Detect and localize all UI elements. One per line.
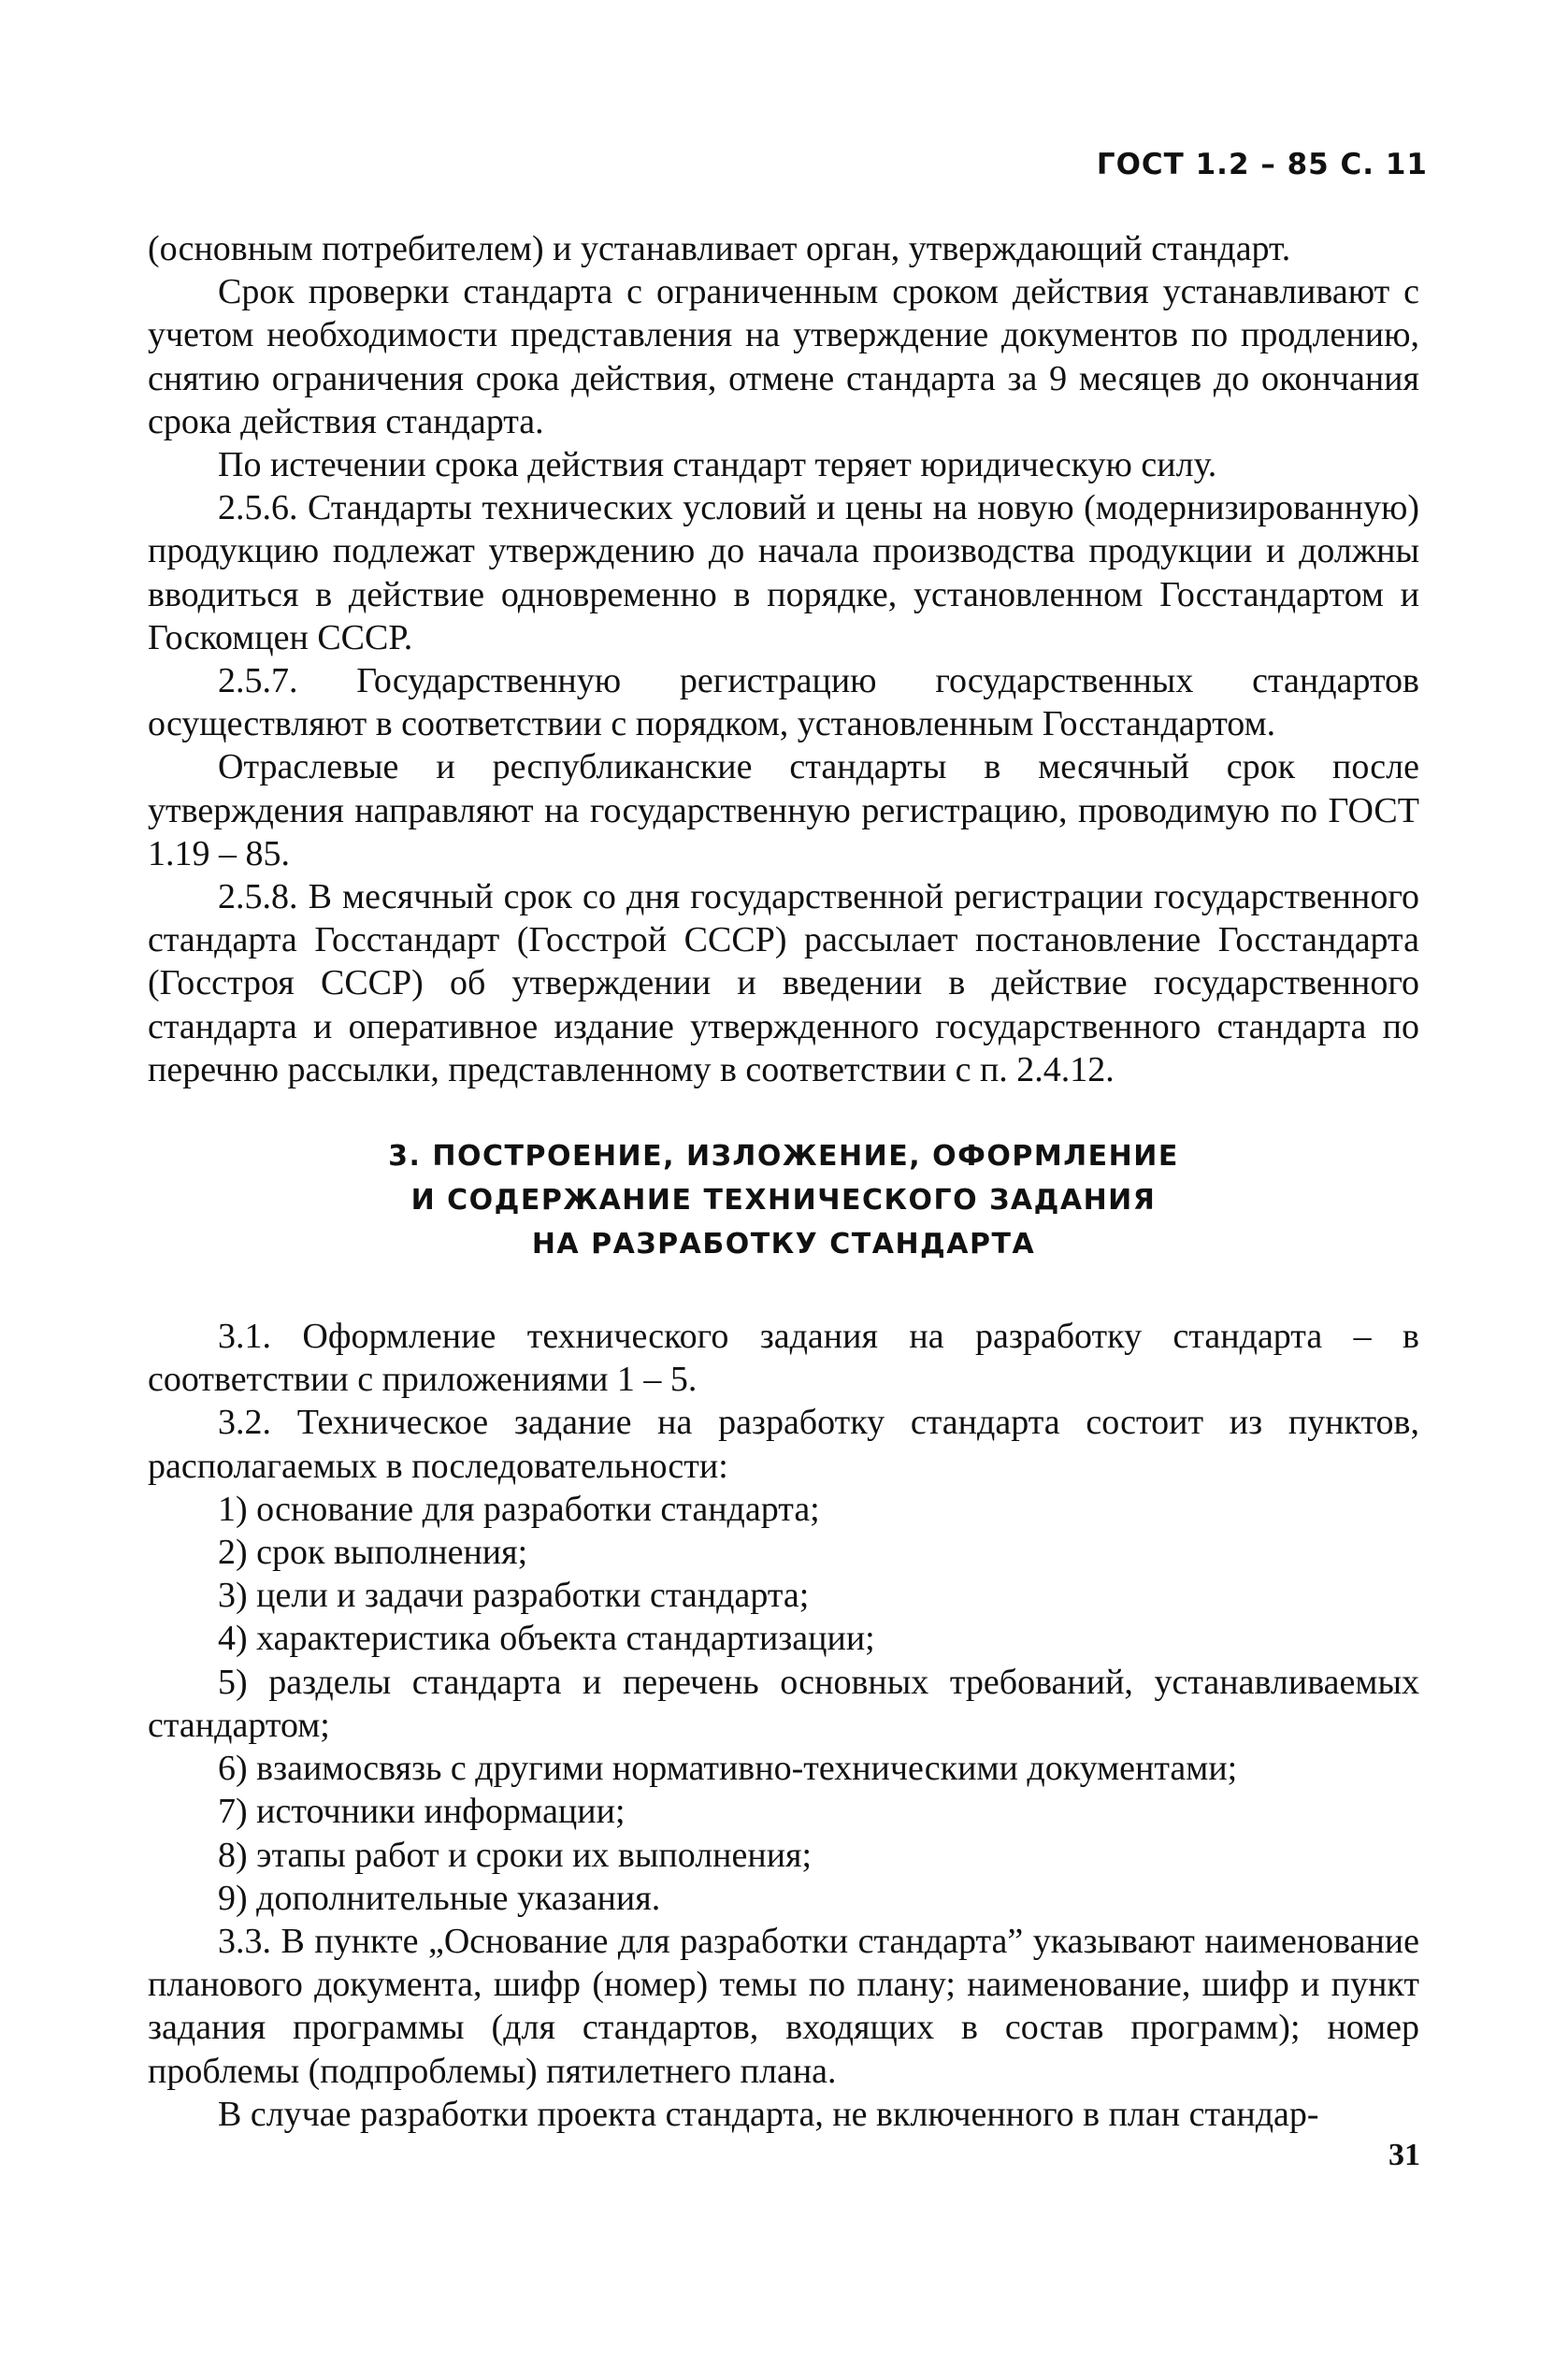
paragraph: По истечении срока действия стандарт теряет юридическую силу. bbox=[218, 445, 1217, 485]
section-heading-line: 3. ПОСТРОЕНИЕ, ИЗЛОЖЕНИЕ, ОФОРМЛЕНИЕ bbox=[388, 1140, 1179, 1174]
section-heading-line: И СОДЕРЖАНИЕ ТЕХНИЧЕСКОГО ЗАДАНИЯ bbox=[410, 1184, 1157, 1218]
page-number: 31 bbox=[1388, 2138, 1420, 2172]
paragraph: Отраслевые и республиканские стандарты в месячный срок после утверждения направляют на государственную регистрацию, проводимую по ГОСТ 1.19 – 85. bbox=[148, 747, 1419, 873]
paragraph-2-5-6: 2.5.6. Стандарты технических условий и цены на новую (модернизированную) продукцию подлежат утверждению до начала производства продукции и должны вводиться в действие одновременно в порядке, установленном Госстандартом и Госкомцен СССР. bbox=[148, 488, 1419, 657]
list-item: 3) цели и задачи разработки стандарта; bbox=[218, 1576, 810, 1616]
list-item: 2) срок выполнения; bbox=[218, 1533, 528, 1573]
paragraph-2-5-7: 2.5.7. Государственную регистрацию государственных стандартов осуществляют в соответствии с порядком, установленным Госстандартом. bbox=[148, 661, 1419, 744]
list-item: 5) разделы стандарта и перечень основных требований, устанавливаемых стандартом; bbox=[148, 1662, 1419, 1745]
paragraph: Срок проверки стандарта с ограниченным сроком действия устанавливают с учетом необходимости представления на утверждение документов по продлению, снятию ограничения срока действия, отмене стандарта за 9 месяцев до окончания срока действия стандарта. bbox=[148, 272, 1419, 441]
paragraph: (основным потребителем) и устанавливает орган, утверждающий стандарт. bbox=[148, 229, 1291, 268]
paragraph-2-5-8: 2.5.8. В месячный срок со дня государственной регистрации государственного стандарта Госстандарт (Госстрой СССР) рассылает постановление Госстандарта (Госстроя СССР) об утверждении и введении в действие государственного стандарта и оперативное издание утвержденного государственного стандарта по перечню рассылки, представленному в соответствии с п. 2.4.12. bbox=[148, 877, 1419, 1089]
section-heading bbox=[148, 1134, 1419, 1266]
list-item: 6) взаимосвязь с другими нормативно-техническими документами; bbox=[218, 1749, 1238, 1789]
list-item: 4) характеристика объекта стандартизации; bbox=[218, 1619, 875, 1659]
page-header: ГОСТ 1.2 – 85 С. 11 bbox=[1096, 148, 1428, 181]
paragraph-3-3: 3.3. В пункте „Основание для разработки стандарта” указывают наименование планового документа, шифр (номер) темы по плану; наименование, шифр и пункт задания программы (для стандартов, входящих в состав программ); номер проблемы (подпроблемы) пятилетнего плана. bbox=[148, 1921, 1419, 2091]
section-heading-line: НА РАЗРАБОТКУ СТАНДАРТА bbox=[531, 1228, 1036, 1261]
paragraph-3-1: 3.1. Оформление технического задания на разработку стандарта – в соответствии с приложениями 1 – 5. bbox=[148, 1317, 1419, 1400]
list-item: 1) основание для разработки стандарта; bbox=[218, 1489, 820, 1529]
paragraph-3-2: 3.2. Техническое задание на разработку стандарта состоит из пунктов, располагаемых в последовательности: bbox=[148, 1403, 1419, 1486]
paragraph: В случае разработки проекта стандарта, не включенного в план стандар- bbox=[218, 2094, 1319, 2134]
document-body bbox=[148, 227, 1419, 2136]
list-item: 7) источники информации; bbox=[218, 1792, 626, 1832]
list-item: 9) дополнительные указания. bbox=[218, 1878, 661, 1918]
list-item: 8) этапы работ и сроки их выполнения; bbox=[218, 1835, 813, 1875]
